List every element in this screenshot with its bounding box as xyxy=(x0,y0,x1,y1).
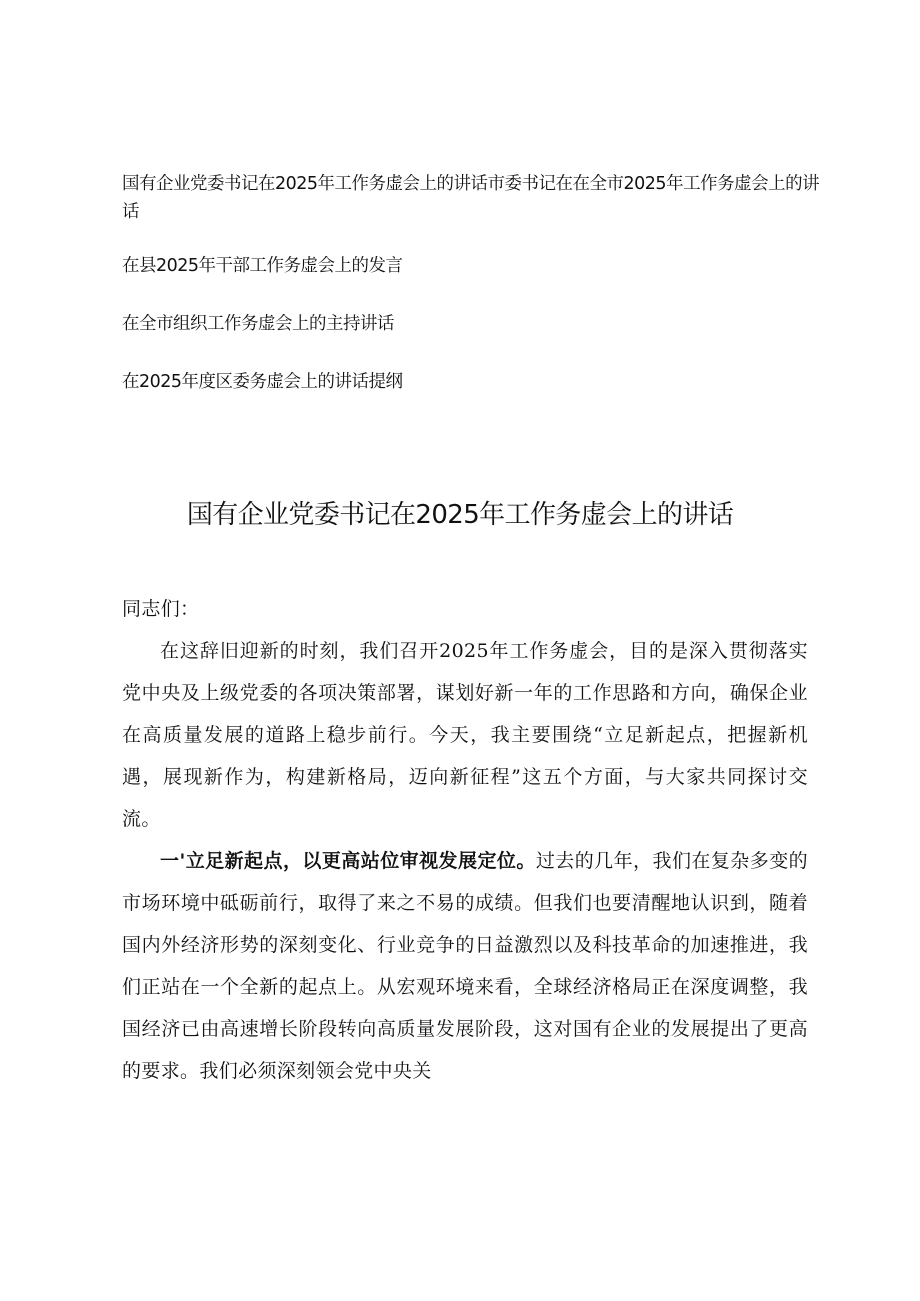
section-heading: 一'立足新起点，以更高站位审视发展定位。 xyxy=(160,850,536,872)
salutation: 同志们： xyxy=(122,598,200,620)
toc-item: 在全市组织工作务虚会上的主持讲话 xyxy=(122,314,394,334)
paragraph xyxy=(122,840,808,1092)
toc-item: 国有企业党委书记在2025年工作务虚会上的讲话市委书记在在全市2025年工作务虚会上的讲话 xyxy=(122,174,820,222)
toc-item: 在县2025年干部工作务虚会上的发言 xyxy=(122,256,403,276)
paragraph: 在这辞旧迎新的时刻，我们召开2025年工作务虚会，目的是深入贯彻落实党中央及上级党委的各项决策部署，谋划好新一年的工作思路和方向，确保企业在高质量发展的道路上稳步前行。今天，我主要围绕“立足新起点，把握新机遇，展现新作为，构建新格局，迈向新征程”这五个方面，与大家共同探讨交流。 xyxy=(122,640,808,830)
article-body xyxy=(122,588,808,1092)
table-of-contents xyxy=(122,170,822,426)
toc-item: 在2025年度区委务虚会上的讲话提纲 xyxy=(122,372,403,392)
paragraph-text: 过去的几年，我们在复杂多变的市场环境中砥砺前行，取得了来之不易的成绩。但我们也要清醒地认识到，随着国内外经济形势的深刻变化、行业竞争的日益激烈以及科技革命的加速推进，我们正站在一个全新的起点上。从宏观环境来看，全球经济格局正在深度调整，我国经济已由高速增长阶段转向高质量发展阶段，这对国有企业的发展提出了更高的要求。我们必须深刻领会党中央关 xyxy=(122,850,808,1082)
article-title: 国有企业党委书记在2025年工作务虚会上的讲话 xyxy=(186,500,734,530)
